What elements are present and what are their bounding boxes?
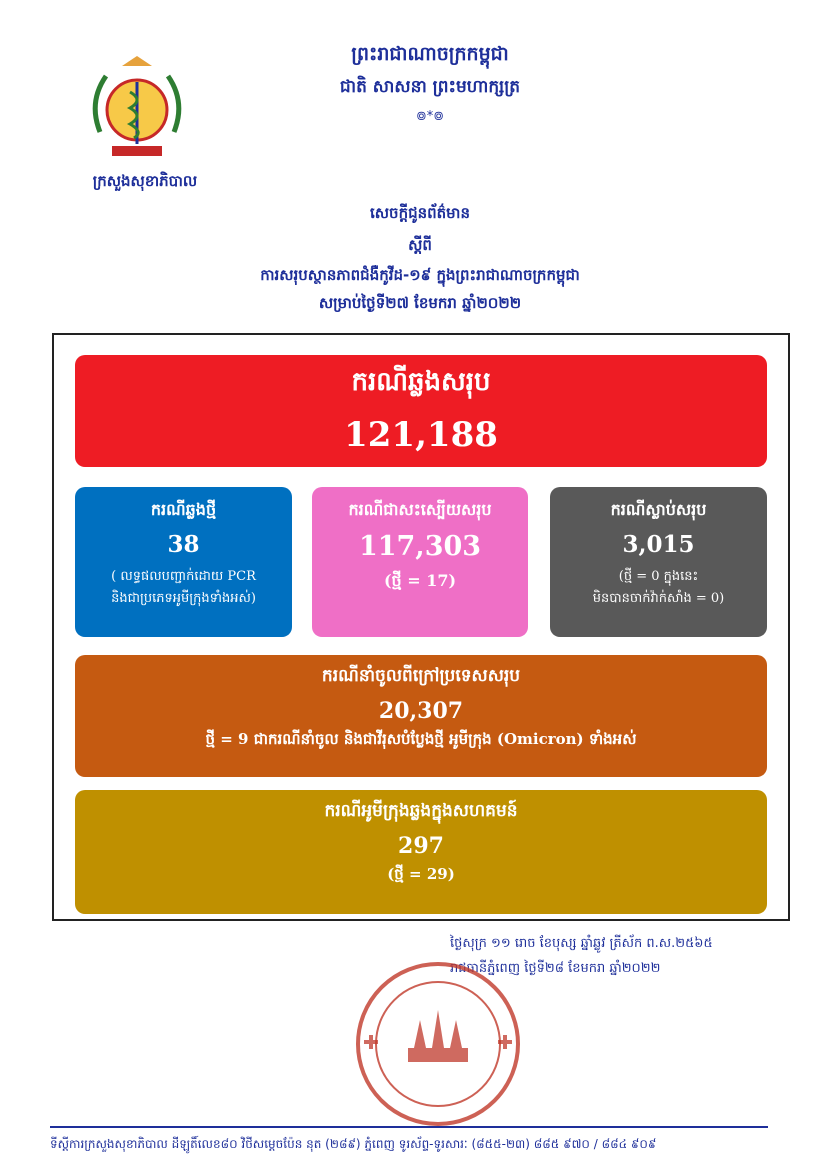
deaths-note-2: មិនបានចាក់វ៉ាក់សាំង = 0) [592,591,725,606]
solar-date: រាជធានីភ្នំពេញ ថ្ងៃទី២៨ ខែមករា ឆ្នាំ២០២២ [450,961,661,976]
header-ornament: ៙*៙ [415,109,445,124]
recovered-note: (ថ្មី = 17) [383,571,457,590]
deaths-label: ករណីស្លាប់សរុប [610,500,707,519]
omicron-community-label: ករណីអូមីក្រុងឆ្លងក្នុងសហគមន៍ [324,801,518,821]
national-motto: ជាតិ សាសនា ព្រះមហាក្សត្រ [339,77,521,97]
deaths-note-1: (ថ្មី = 0 ក្នុងនេះ [618,569,699,584]
deaths-box [550,487,767,637]
ministry-name: ក្រសួងសុខាភិបាល [92,172,198,190]
omicron-community-note: (ថ្មី = 29) [387,865,455,883]
total-cases-label: ករណីឆ្លងសរុប [351,367,491,397]
recovered-label: ករណីជាសះស្បើយសរុប [348,500,492,519]
imported-cases-label: ករណីនាំចូលពីក្រៅប្រទេសសរុប [321,666,521,686]
lunar-date: ថ្ងៃសុក្រ ១១ រោច ខែបុស្ស ឆ្នាំឆ្លូវ ត្រីស័ក ព.ស.២៥៦៥ [450,936,713,951]
ministry-logo [82,52,192,164]
new-cases-value: 38 [167,531,200,558]
imported-cases-note: ថ្មី = 9 ជាករណីនាំចូល និងជាវីរុសបំប្លែងថ្មី អូមីក្រុង (Omicron) ទាំងអស់ [205,730,637,748]
total-cases-value: 121,188 [344,415,498,455]
imported-cases-box [75,655,767,777]
deaths-value: 3,015 [622,531,695,558]
footer-divider [50,1126,768,1128]
title-date: សម្រាប់ថ្ងៃទី២៧ ខែមករា ឆ្នាំ២០២២ [318,294,522,312]
omicron-community-value: 297 [398,833,444,859]
new-cases-label: ករណីឆ្លងថ្មី [150,500,217,519]
footer-address: ទីស្តីការក្រសួងសុខាភិបាល ដីឡូតិ៍លេខ៨០ វិថីសម្តេចប៉ែន នុត (២៨៩) ភ្នំពេញ ទូរស័ព្ទ-ទូរសារៈ (៨៥៥-២៣) ៨៨៥ ៩៧០ / ៨៨៤ ៩០៩ [50,1137,657,1151]
imported-cases-value: 20,307 [378,698,464,724]
total-cases-box [75,355,767,467]
recovered-box [312,487,528,637]
title-subject: ការសរុបស្ថានភាពជំងឺកូវីដ-១៩ ក្នុងព្រះរាជាណាចក្រកម្ពុជា [260,266,580,284]
omicron-community-box [75,790,767,914]
recovered-value: 117,303 [358,531,482,562]
kingdom-heading: ព្រះរាជាណាចក្រកម្ពុជា [351,43,509,65]
official-stamp [352,958,524,1130]
new-cases-box [75,487,292,637]
title-announcement: សេចក្តីជូនព័ត៌មាន [370,204,470,222]
title-about: ស្តីពី [408,236,432,254]
new-cases-note-2: និងជាប្រភេទអូមីក្រុងទាំងអស់) [111,591,256,606]
new-cases-note-1: ( លទ្ធផលបញ្ជាក់ដោយ PCR [111,569,256,584]
